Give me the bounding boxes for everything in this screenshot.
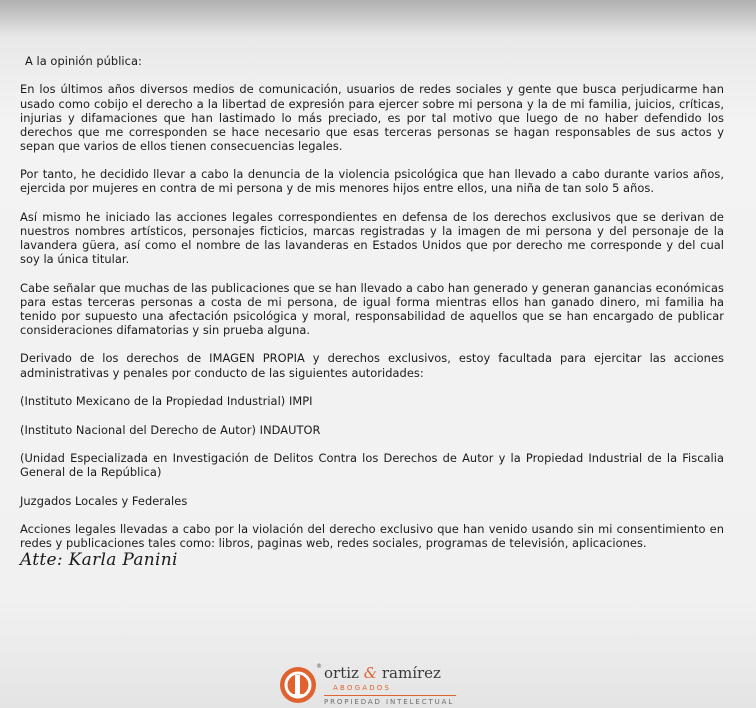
firm-name-part1: ortiz <box>324 664 359 682</box>
firm-logo-icon <box>279 666 317 704</box>
paragraph-final: Acciones legales llevadas a cabo por la violación del derecho exclusivo que han venido usando sin mi consentimiento en redes y publicaciones tales como: libros, paginas web, redes sociales, programas de televisión, aplicaciones. <box>20 522 724 551</box>
authority-fiscalia: (Unidad Especializada en Investigación de Delitos Contra los Derechos de Autor y la Propiedad Industrial de la Fiscalia General de la República) <box>20 451 724 480</box>
authority-impi: (Instituto Mexicano de la Propiedad Industrial) IMPI <box>20 394 313 409</box>
page-shadow <box>0 0 756 34</box>
firm-divider <box>324 695 456 696</box>
firm-name-part2: ramírez <box>381 664 441 682</box>
firm-tagline: PROPIEDAD INTELECTUAL <box>324 698 455 706</box>
paragraph-1: En los últimos años diversos medios de comunicación, usuarios de redes sociales y gente que busca perjudicarme han usado como cobijo el derecho a la libertad de expresión para ejercer sobre mi persona y la de mi familia, juicios, críticas, injurias y difamaciones que han lastimado lo más preciado, es por tal motivo que luego de no haber defendido los derechos que me corresponden se hace necesario que esas terceras personas se hagan responsables de sus actos y sepan que varios de ellos tienen consecuencias legales. <box>20 82 724 153</box>
firm-ampersand: & <box>363 664 378 682</box>
paragraph-3: Así mismo he iniciado las acciones legales correspondientes en defensa de los derechos exclusivos que se derivan de nuestros nombres artísticos, personajes ficticios, marcas registradas y la imagen de mi persona y del personaje de la lavandera güera, así como el nombre de las lavanderas en Estados Unidos que por derecho me corresponde y del cual soy la única titular. <box>20 209 724 267</box>
letter-body <box>20 54 724 570</box>
paragraph-4: Cabe señalar que muchas de las publicaciones que se han llevado a cabo han generado y generan ganancias económicas para estas terceras personas a costa de mi persona, de igual forma mientras ellos han ganado dinero, mi familia ha tenido por supuesto una afectación psicológica y moral, responsabilidad de aquellos que se han encargado de publicar consideraciones difamatorias y sin prueba alguna. <box>20 280 724 337</box>
firm-subtitle: ABOGADOS <box>333 684 392 692</box>
salutation: A la opinión pública: <box>25 54 142 68</box>
law-firm-logo <box>275 662 475 708</box>
paragraph-2: Por tanto, he decidido llevar a cabo la denuncia de la violencia psicológica que han llevado a cabo durante varios años, ejercida por mujeres en contra de mi persona y de mis menores hijos entre ellos, una niña de tan solo 5 años. <box>20 167 724 196</box>
registered-mark: ® <box>316 663 322 670</box>
authority-juzgados: Juzgados Locales y Federales <box>20 493 188 508</box>
paragraph-5: Derivado de los derechos de IMAGEN PROPIA y derechos exclusivos, estoy facultada para ejercitar las acciones administrativas y penales por conducto de las siguientes autoridades: <box>20 351 724 380</box>
signature: Atte: Karla Panini <box>20 549 178 570</box>
authority-indautor: (Instituto Nacional del Derecho de Autor) INDAUTOR <box>20 422 321 437</box>
firm-name <box>324 664 441 682</box>
